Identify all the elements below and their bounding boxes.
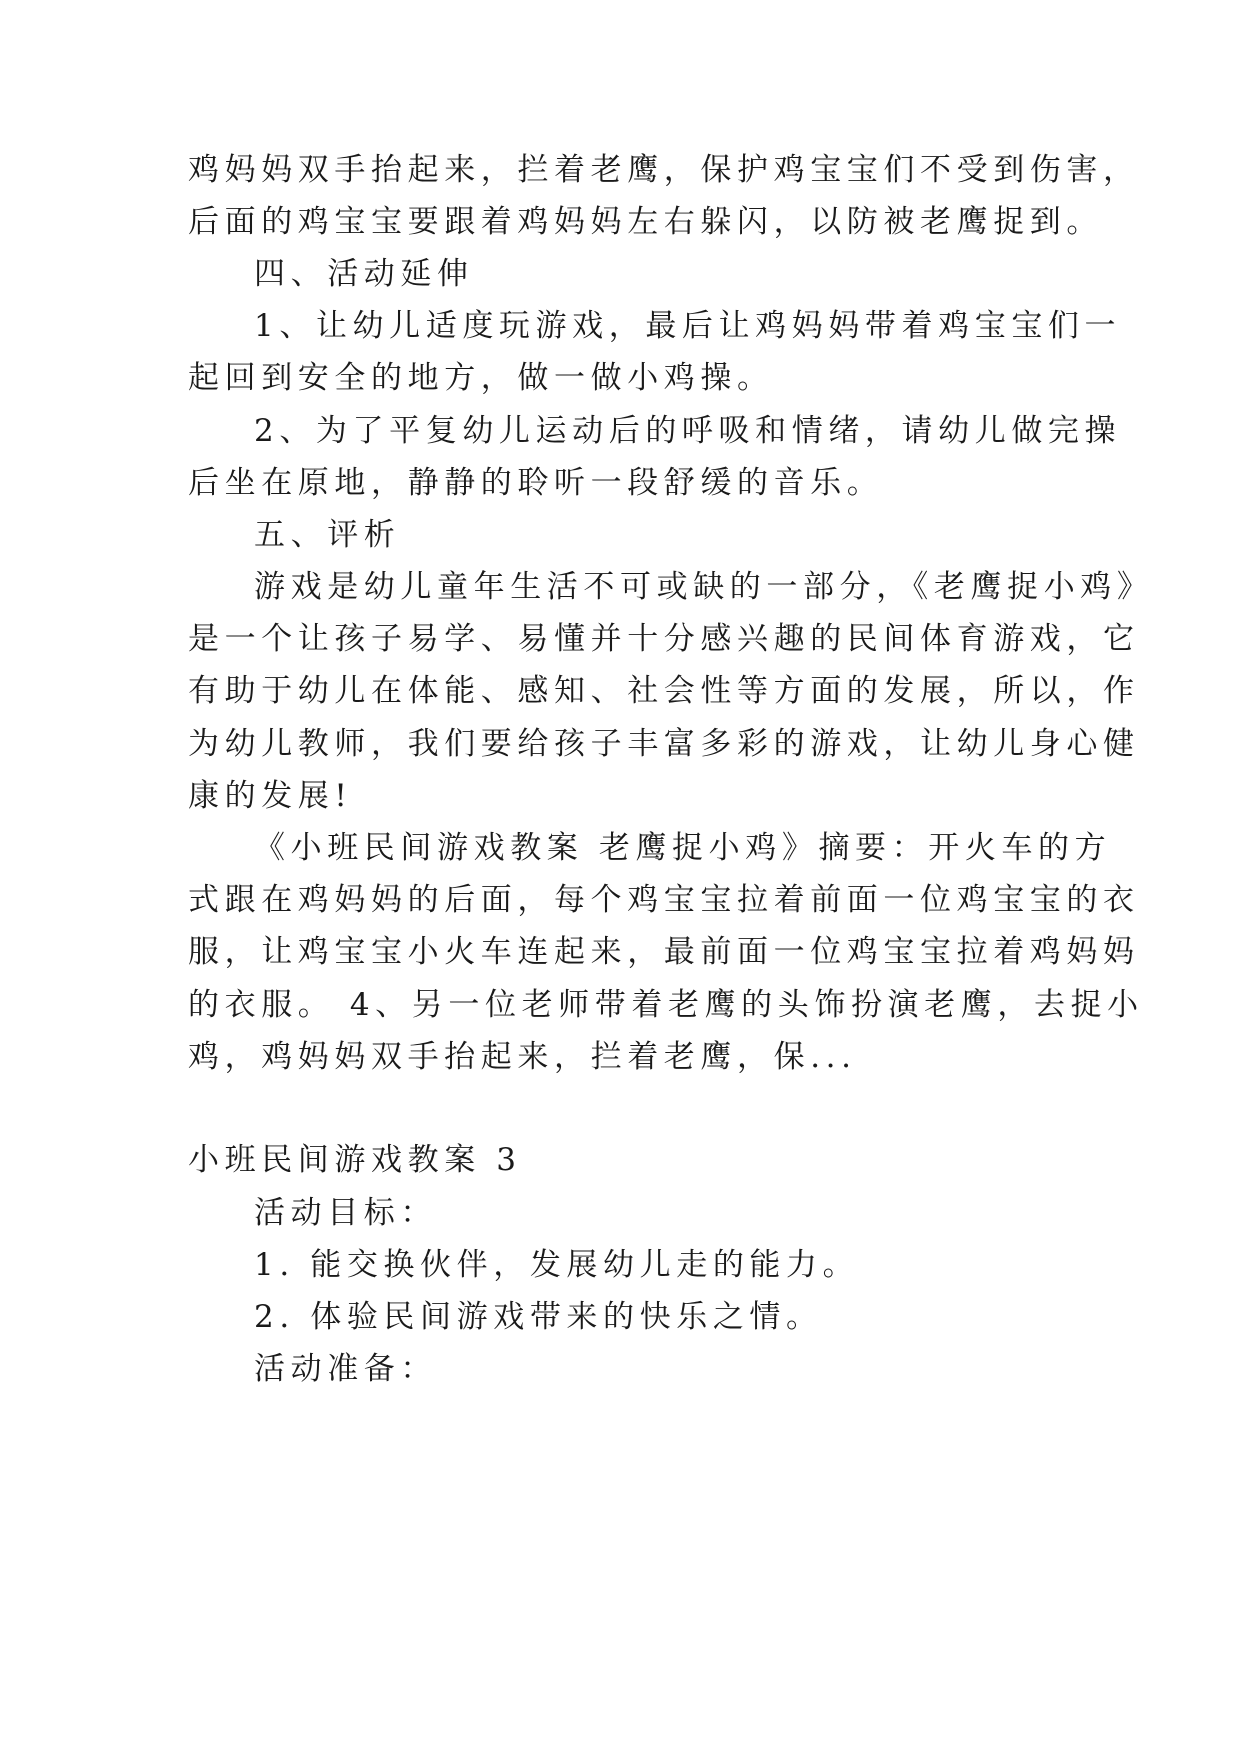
- section-heading: 活动准备：: [254, 1351, 437, 1387]
- section-heading: 五、评析: [254, 517, 401, 553]
- paragraph-line: 式跟在鸡妈妈的后面，每个鸡宝宝拉着前面一位鸡宝宝的衣: [188, 882, 1140, 918]
- section-heading: 活动目标：: [254, 1195, 437, 1231]
- paragraph-line: 1、让幼儿适度玩游戏，最后让鸡妈妈带着鸡宝宝们一: [254, 308, 1122, 344]
- paragraph-line: 2、为了平复幼儿运动后的呼吸和情绪，请幼儿做完操: [254, 413, 1122, 449]
- paragraph-line: 的衣服。 4、另一位老师带着老鹰的头饰扮演老鹰，去捉小: [188, 987, 1144, 1023]
- paragraph-line: 为幼儿教师，我们要给孩子丰富多彩的游戏，让幼儿身心健: [188, 726, 1140, 762]
- paragraph-line: 服，让鸡宝宝小火车连起来，最前面一位鸡宝宝拉着鸡妈妈: [188, 934, 1140, 970]
- paragraph-line: 游戏是幼儿童年生活不可或缺的一部分，《老鹰捉小鸡》: [254, 569, 1154, 605]
- paragraph-line: 有助于幼儿在体能、感知、社会性等方面的发展，所以，作: [188, 673, 1140, 709]
- paragraph-line: 鸡，鸡妈妈双手抬起来，拦着老鹰，保...: [188, 1039, 857, 1075]
- paragraph-line: 是一个让孩子易学、易懂并十分感兴趣的民间体育游戏，它: [188, 621, 1140, 657]
- list-item: 1. 能交换伙伴，发展幼儿走的能力。: [254, 1247, 860, 1283]
- paragraph-line: 起回到安全的地方，做一做小鸡操。: [188, 360, 774, 396]
- section-heading: 四、活动延伸: [254, 256, 474, 292]
- paragraph-line: 后面的鸡宝宝要跟着鸡妈妈左右躲闪，以防被老鹰捉到。: [188, 204, 1103, 240]
- document-title: 小班民间游戏教案 3: [188, 1142, 522, 1178]
- list-item: 2. 体验民间游戏带来的快乐之情。: [254, 1299, 823, 1335]
- paragraph-line: 《小班民间游戏教案 老鹰捉小鸡》摘要：开火车的方: [254, 830, 1112, 866]
- paragraph-line: 后坐在原地，静静的聆听一段舒缓的音乐。: [188, 465, 884, 501]
- paragraph-line: 康的发展!: [188, 778, 353, 814]
- paragraph-line: 鸡妈妈双手抬起来，拦着老鹰，保护鸡宝宝们不受到伤害，: [188, 152, 1140, 188]
